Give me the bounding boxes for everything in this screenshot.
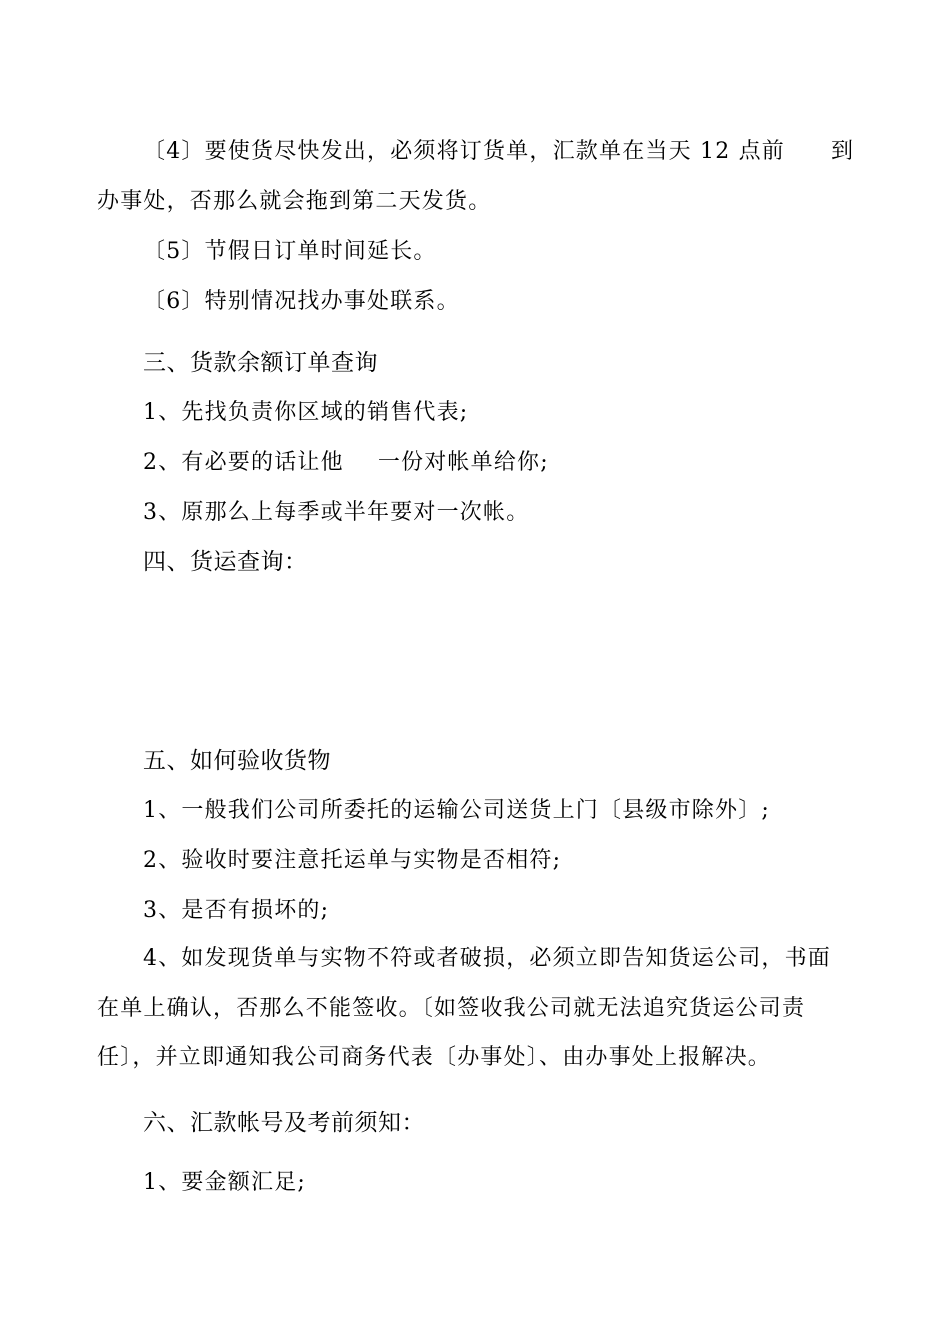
- section-3-item-3: 3、原那么上每季或半年要对一次帐。: [143, 500, 530, 525]
- section-5-item-4-line-1: 4、如发现货单与实物不符或者破损，必须立即告知货运公司，书面: [143, 946, 831, 971]
- paragraph-item-5: 〔5〕节假日订单时间延长。: [143, 239, 437, 264]
- section-5-item-4-line-2: 在单上确认，否那么不能签收。〔如签收我公司就无法追究货运公司责: [97, 996, 806, 1021]
- paragraph-item-4-line-2: 办事处，否那么就会拖到第二天发货。: [97, 189, 492, 214]
- paragraph-item-4-line-1: [143, 137, 785, 167]
- section-heading-3: 三、货款余额订单查询: [143, 350, 378, 376]
- section-5-item-2: 2、验收时要注意托运单与实物是否相符;: [143, 848, 562, 873]
- section-5-item-1: 1、一般我们公司所委托的运输公司送货上门〔县级市除外〕;: [143, 798, 771, 823]
- item-4-trailing-text: 到: [831, 139, 855, 164]
- section-3-item-2-part-2: 一份对帐单给你;: [377, 450, 549, 475]
- section-3-item-1: 1、先找负责你区域的销售代表;: [143, 400, 469, 425]
- paragraph-item-4-trailing: [831, 137, 854, 167]
- section-heading-4: 四、货运查询：: [143, 549, 308, 575]
- section-6-item-1: 1、要金额汇足;: [143, 1170, 307, 1195]
- section-3-item-2: [143, 448, 549, 478]
- item-4-text: 〔4〕要使货尽快发出，必须将订货单，汇款单在当天 12 点前: [143, 139, 785, 164]
- section-5-item-3: 3、是否有损坏的;: [143, 898, 330, 923]
- section-heading-6: 六、汇款帐号及考前须知：: [143, 1110, 425, 1136]
- paragraph-item-6: 〔6〕特别情况找办事处联系。: [143, 289, 460, 314]
- section-heading-5: 五、如何验收货物: [143, 748, 331, 774]
- section-5-item-4-line-3: 任〕，并立即通知我公司商务代表〔办事处〕、由办事处上报解决。: [97, 1045, 772, 1070]
- section-3-item-2-part-1: 2、有必要的话让他: [143, 450, 344, 475]
